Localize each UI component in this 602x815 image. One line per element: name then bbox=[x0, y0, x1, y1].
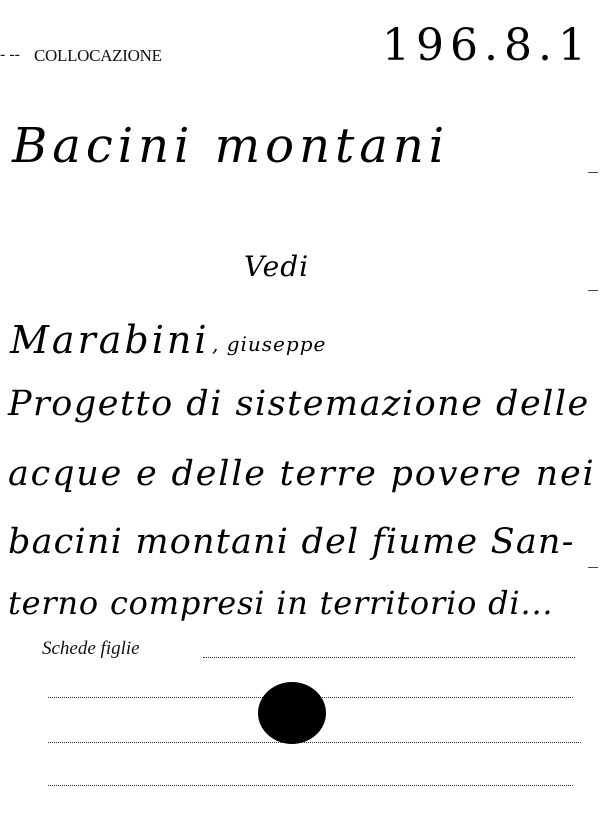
punch-hole bbox=[258, 682, 326, 744]
subject-heading: Bacini montani bbox=[12, 118, 450, 174]
card-edge-mark bbox=[588, 567, 598, 568]
author-given-name: , giuseppe bbox=[212, 332, 327, 356]
child-records-label: Schede figlie bbox=[42, 638, 140, 659]
see-reference: Vedi bbox=[244, 250, 310, 283]
child-record-line-4 bbox=[48, 785, 573, 786]
child-record-line-3 bbox=[48, 742, 581, 743]
title-line-3: bacini montani del fiume San- bbox=[8, 522, 575, 562]
title-line-2: acque e delle terre povere nei bbox=[8, 454, 596, 494]
title-line-4: terno compresi in territorio di... bbox=[8, 584, 554, 622]
collocazione-label: COLLOCAZIONE bbox=[34, 46, 162, 65]
author-surname: Marabini bbox=[10, 318, 210, 362]
child-record-line-1 bbox=[203, 657, 575, 658]
shelfmark: 196.8.1 bbox=[382, 20, 592, 71]
title-line-1: Progetto di sistemazione delle bbox=[8, 384, 590, 424]
collocazione-dash: - -- bbox=[0, 46, 20, 63]
card-edge-mark bbox=[588, 172, 598, 173]
card-edge-mark bbox=[588, 290, 598, 291]
